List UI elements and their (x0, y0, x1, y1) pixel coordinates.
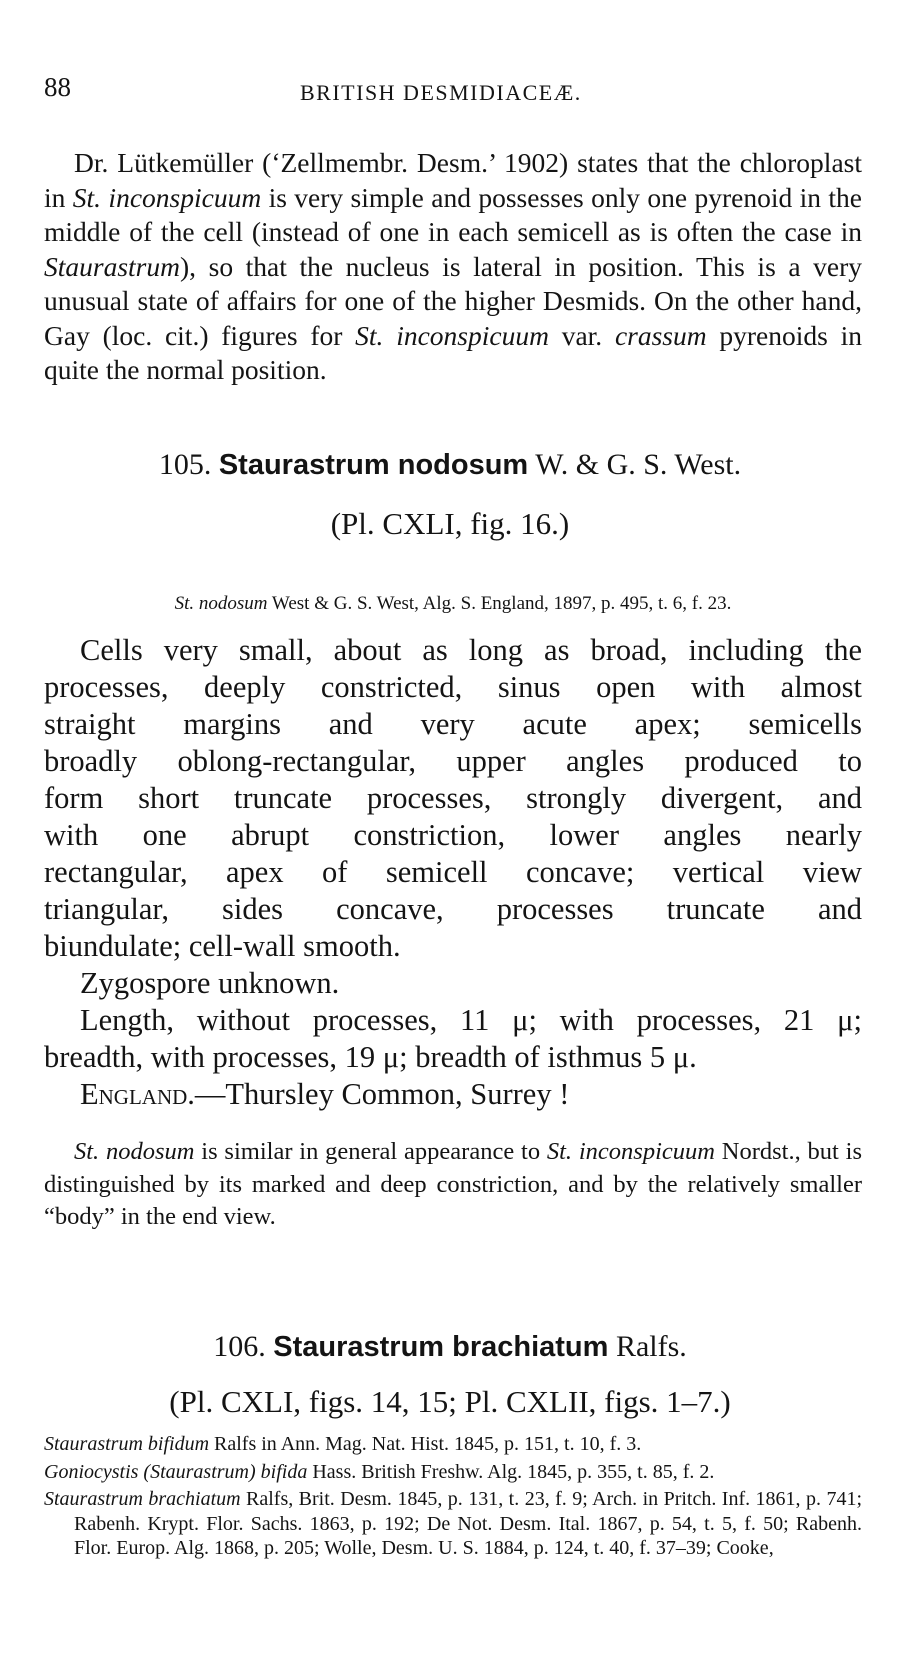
locality-label: England. (80, 1077, 195, 1111)
description-line: biundulate; cell-wall smooth. (44, 929, 401, 963)
synonym-name: Staurastrum bifidum (44, 1433, 210, 1455)
synonym-citation: Hass. British Freshw. Alg. 1845, p. 355, t. 85, f. 2. (307, 1460, 715, 1483)
species-105-description (44, 632, 862, 1113)
species-106-name: Staurastrum brachiatum (273, 1331, 609, 1363)
synonym-entry (44, 1487, 862, 1561)
page-number: 88 (44, 72, 71, 102)
description-line: form short truncate processes, strongly divergent, and (44, 781, 862, 815)
species-105-name: Staurastrum nodosum (218, 449, 529, 481)
locality (44, 1076, 862, 1113)
description-lines (44, 632, 862, 965)
species-105-plate-ref: (Pl. CXLI, fig. 16.) (330, 506, 570, 541)
synonym-name: St. nodosum (174, 593, 268, 614)
synonym-name: Goniocystis (Staurastrum) bifida (44, 1460, 308, 1483)
intro-text-4: var. (548, 319, 615, 351)
intro-italic-2: Staurastrum (44, 250, 180, 282)
remark-italic-1: St. nodosum (74, 1138, 195, 1165)
description-line: rectangular, apex of semicell concave; vertical view (44, 855, 862, 889)
running-title: BRITISH DESMIDIACEÆ. (300, 80, 582, 105)
species-106-plate-ref: (Pl. CXLI, figs. 14, 15; Pl. CXLII, figs. 1–7.) (169, 1384, 731, 1419)
intro-italic-4: crassum (614, 319, 707, 351)
intro-paragraph (44, 146, 862, 388)
description-line: processes, deeply constricted, sinus open with almost (44, 670, 862, 704)
description-line: straight margins and very acute apex; semicells (44, 707, 862, 741)
intro-italic-1: St. inconspicuum (72, 181, 262, 213)
species-105-heading (0, 448, 900, 482)
synonym-citation: Ralfs, Brit. Desm. 1845, p. 131, t. 23, f. 9; Arch. in Pritch. Inf. 1861, p. 741; Rabenh. Krypt. Flor. Sachs. 1863, p. 192; De Not. Desm. Ital. 1867, p. 54, t. 5, f. 50; Rabenh. Flor. Europ. Alg. 1868, p. 205; Wolle, Desm. U. S. 1884, p. 124, t. 40, f. 37–39; Cooke, (74, 1488, 862, 1559)
intro-text-3: ), so that the nucleus is lateral in position. This is a very unusual state of affairs for one of the higher Desmids. On the other hand, Gay (loc. cit.) figures for (44, 250, 862, 351)
species-106-heading (0, 1330, 900, 1364)
remark-italic-2: St. inconspicuum (546, 1138, 715, 1165)
zygospore-note: Zygospore unknown. (80, 966, 340, 1000)
description-line: Cells very small, about as long as broad, including the (80, 633, 862, 667)
synonym-entry (44, 1432, 862, 1457)
remark-text-2: Nordst., but is distinguished by its marked and deep constriction, and by the relatively smaller “body” in the end view. (44, 1138, 862, 1230)
species-105-synonymy (44, 592, 862, 616)
synonym-citation: Ralfs in Ann. Mag. Nat. Hist. 1845, p. 151, t. 10, f. 3. (209, 1433, 642, 1455)
synonym-citation: West & G. S. West, Alg. S. England, 1897, p. 495, t. 6, f. 23. (267, 593, 732, 614)
intro-text-1: Dr. Lütkemüller (‘Zellmembr. Desm.’ 1902) states that the chloroplast in (44, 147, 862, 213)
description-line: triangular, sides concave, processes truncate and (44, 892, 862, 926)
remark-text-1: is similar in general appearance to (194, 1138, 547, 1165)
species-105-authority: W. & G. S. West. (535, 448, 742, 481)
synonym-entry (44, 1460, 862, 1485)
description-line: broadly oblong-rectangular, upper angles produced to (44, 744, 862, 778)
synonym-name: Staurastrum brachiatum (44, 1488, 241, 1510)
dimension-line: Length, without processes, 11 μ; with processes, 21 μ; (80, 1003, 862, 1037)
species-105-number: 105. (158, 448, 212, 481)
species-106-authority: Ralfs. (615, 1330, 687, 1363)
locality-text: —Thursley Common, Surrey ! (194, 1077, 570, 1111)
dimension-line: breadth, with processes, 19 μ; breadth of isthmus 5 μ. (44, 1040, 697, 1074)
species-106-number: 106. (213, 1330, 266, 1363)
species-106-synonymy (44, 1432, 862, 1564)
species-105-remark (44, 1136, 862, 1234)
intro-italic-3: St. inconspicuum (355, 319, 549, 351)
intro-text-5: pyrenoids in quite the normal position. (44, 319, 862, 385)
dimensions (44, 1002, 862, 1076)
description-line: with one abrupt constriction, lower angles nearly (44, 818, 862, 852)
intro-text-2: is very simple and possesses only one pyrenoid in the middle of the cell (instead of one in each semicell as is often the case in (44, 181, 863, 247)
